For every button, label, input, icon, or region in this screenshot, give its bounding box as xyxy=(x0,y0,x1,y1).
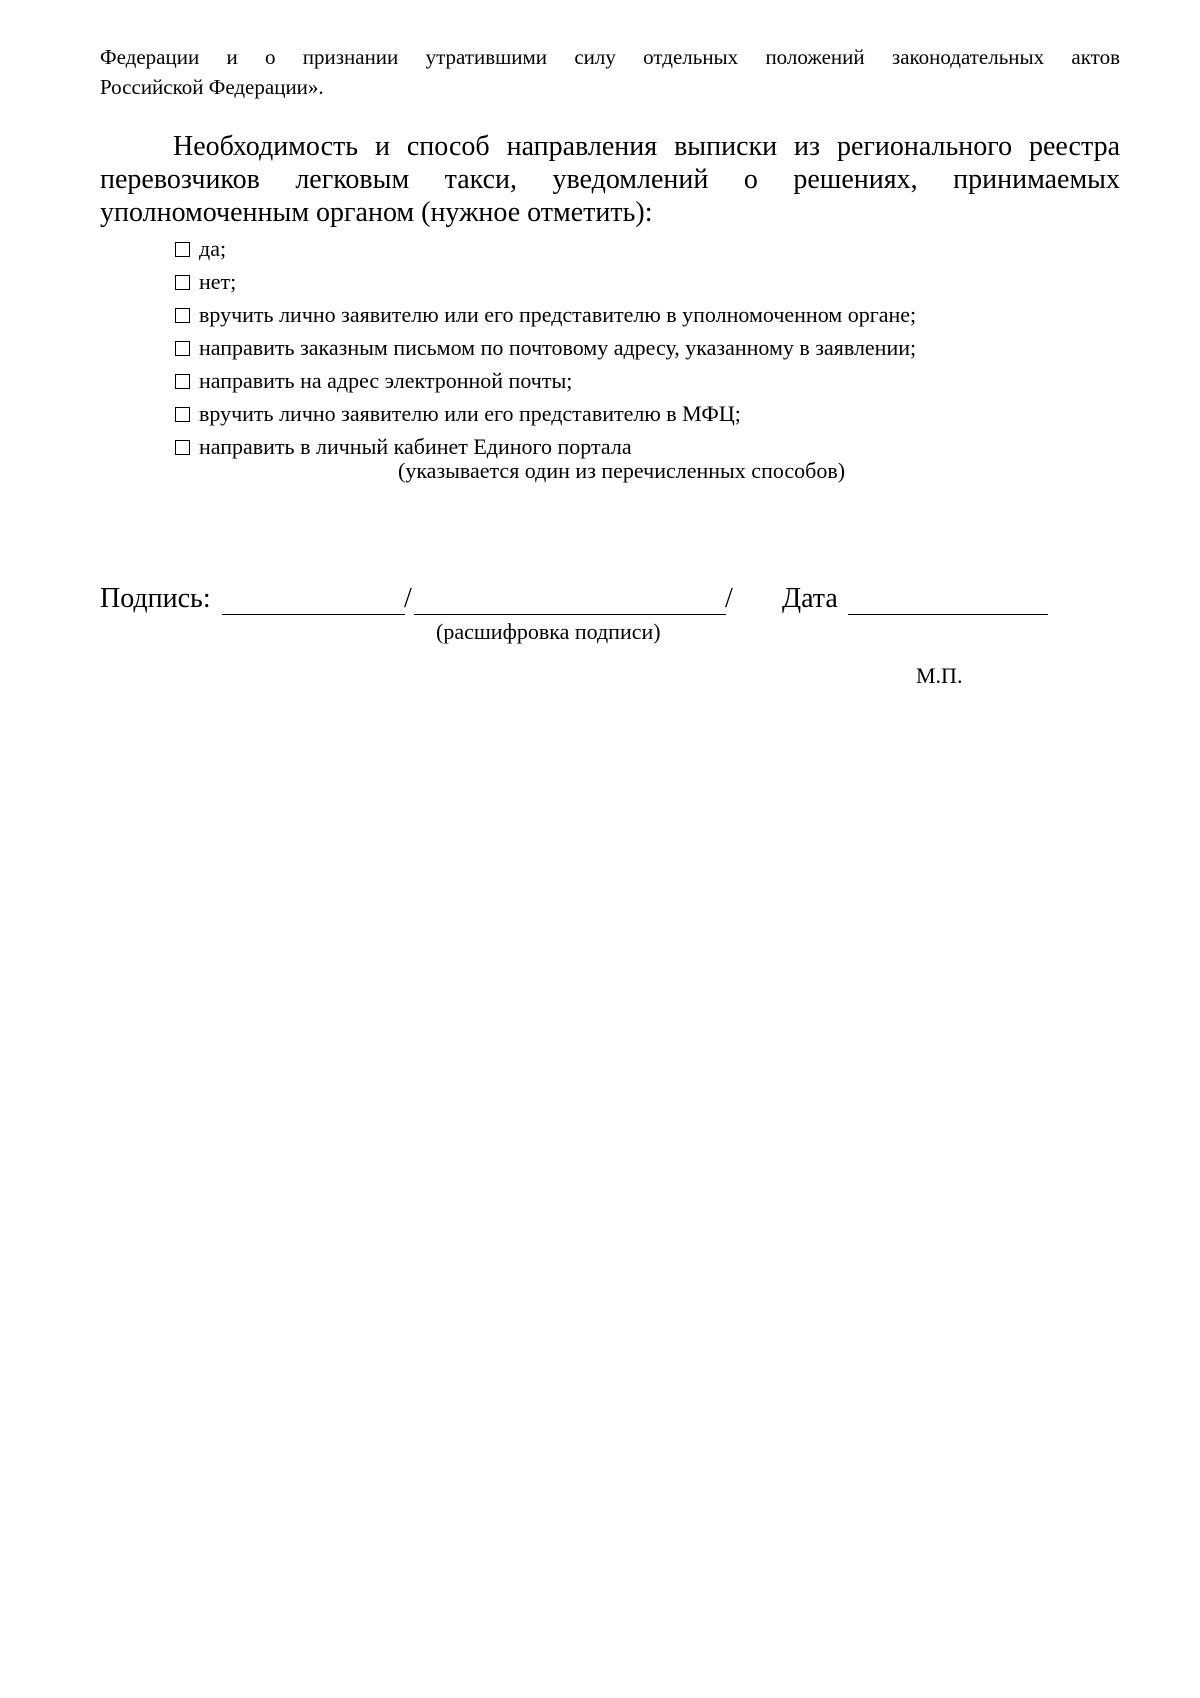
intro-line-2: Российской Федерации». xyxy=(100,75,324,99)
intro-paragraph xyxy=(100,42,1120,102)
option-registered-mail[interactable] xyxy=(175,331,916,364)
intro-line-1: Федерации и о признании утратившими силу отдельных положений законодательных актов xyxy=(100,45,1120,69)
signature-decoding-caption: (расшифровка подписи) xyxy=(436,619,661,644)
signature-decoding-field[interactable] xyxy=(414,614,726,615)
option-label: направить заказным письмом по почтовому адресу, указанному в заявлении; xyxy=(199,334,917,360)
option-label: направить на адрес электронной почты; xyxy=(199,367,573,393)
signature-label: Подпись: xyxy=(100,583,211,614)
question-line-1: Необходимость и способ направления выписки из регионального реестра xyxy=(173,131,1120,162)
date-label: Дата xyxy=(782,583,838,614)
delivery-options-list xyxy=(175,232,916,463)
signature-separator-end: / xyxy=(725,583,733,614)
option-label: да; xyxy=(199,235,227,261)
stamp-placeholder: М.П. xyxy=(916,663,963,688)
signature-separator: / xyxy=(404,583,412,614)
checkbox-icon[interactable] xyxy=(175,440,190,455)
delivery-question xyxy=(100,130,1120,229)
checkbox-icon[interactable] xyxy=(175,374,190,389)
question-line-3: уполномоченным органом (нужное отметить): xyxy=(100,197,653,228)
option-yes[interactable] xyxy=(175,232,916,265)
option-in-person-mfc[interactable] xyxy=(175,397,916,430)
option-label: вручить лично заявителю или его представителю в МФЦ; xyxy=(199,400,741,426)
options-note: (указывается один из перечисленных способов) xyxy=(398,458,846,483)
checkbox-icon[interactable] xyxy=(175,407,190,422)
question-line-2: перевозчиков легковым такси, уведомлений о решениях, принимаемых xyxy=(100,164,1120,195)
checkbox-icon[interactable] xyxy=(175,275,190,290)
signature-field[interactable] xyxy=(222,614,405,615)
option-in-person-authority[interactable] xyxy=(175,298,916,331)
date-field[interactable] xyxy=(848,614,1048,615)
option-label: нет; xyxy=(199,268,237,294)
option-label: направить в личный кабинет Единого портала xyxy=(199,433,632,459)
checkbox-icon[interactable] xyxy=(175,341,190,356)
option-email[interactable] xyxy=(175,364,916,397)
checkbox-icon[interactable] xyxy=(175,308,190,323)
option-label: вручить лично заявителю или его представителю в уполномоченном органе; xyxy=(199,301,917,327)
option-no[interactable] xyxy=(175,265,916,298)
checkbox-icon[interactable] xyxy=(175,242,190,257)
